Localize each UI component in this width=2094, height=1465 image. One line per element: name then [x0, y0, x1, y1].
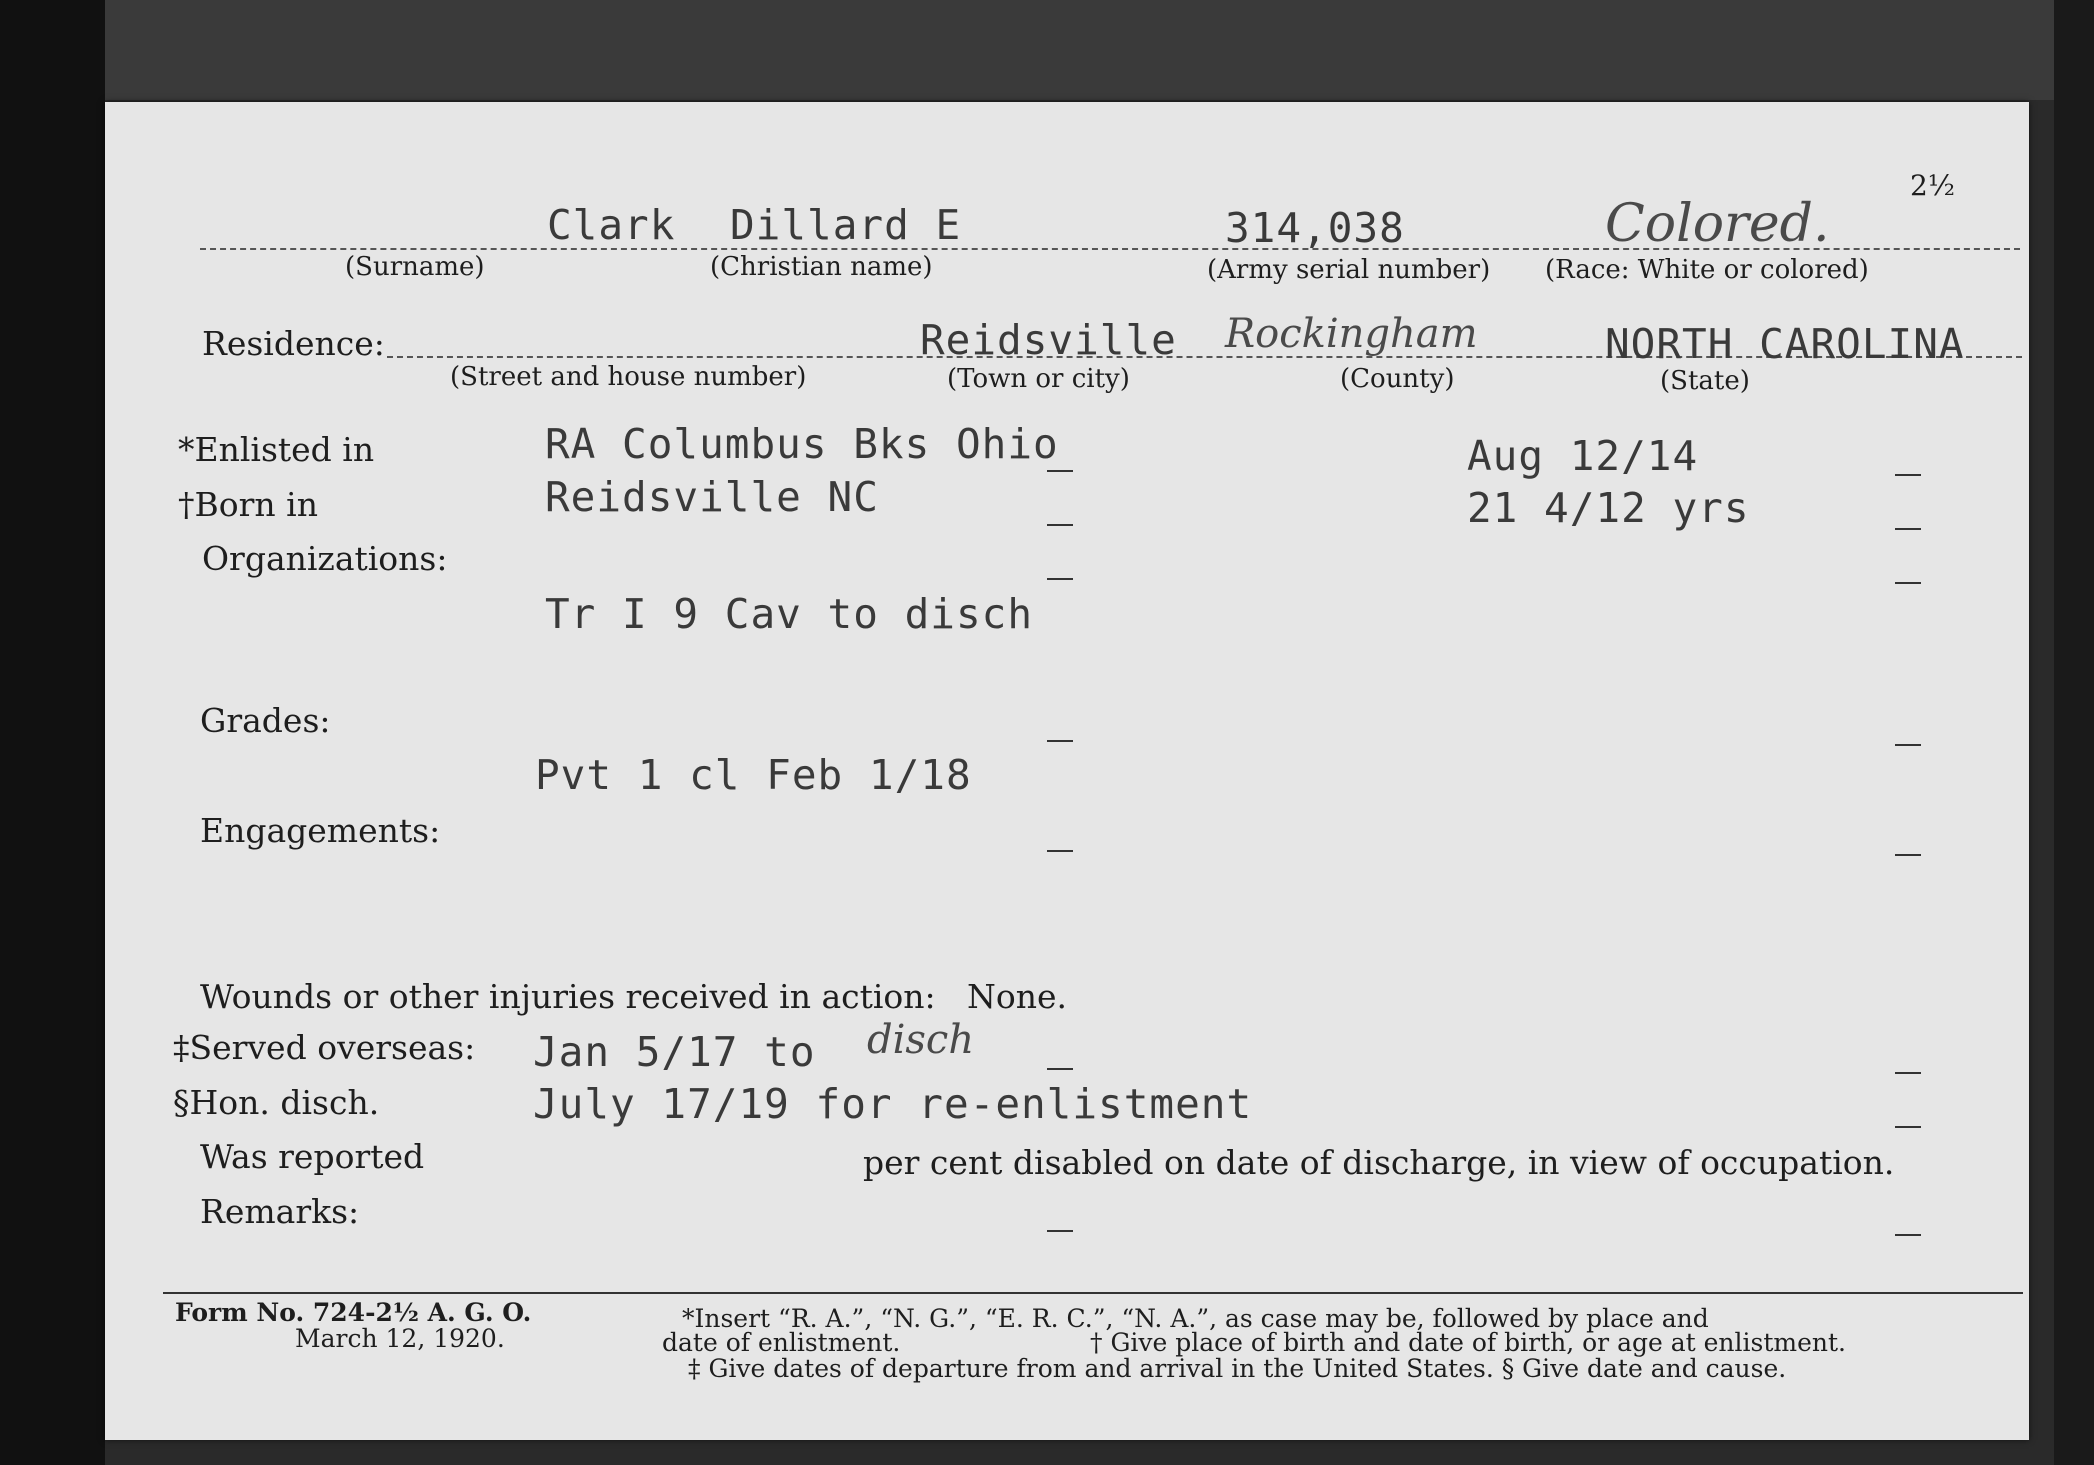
caption-county: (County) [1340, 364, 1455, 394]
wounds-label: Wounds or other injuries received in action: [200, 977, 936, 1016]
race-handwritten: Colored. [1605, 194, 1830, 254]
caption-street: (Street and house number) [450, 362, 807, 392]
footnote-enlisted: *Insert “R. A.”, “N. G.”, “E. R. C.”, “N. A.”, as case may be, followed by place and [682, 1304, 1709, 1333]
residence-label: Residence: [202, 324, 385, 363]
scan-border-left [0, 0, 105, 1465]
caption-race: (Race: White or colored) [1545, 255, 1869, 285]
remarks-label: Remarks: [200, 1192, 360, 1231]
born-place-value: Reidsville NC [545, 473, 879, 521]
blank-dash [1895, 854, 1921, 856]
blank-dash [1047, 1230, 1073, 1232]
christian-name-value: Dillard E [730, 201, 962, 249]
enlisted-label: *Enlisted in [178, 430, 375, 469]
blank-dash [1895, 1126, 1921, 1128]
caption-christian-name: (Christian name) [710, 252, 933, 282]
form-number: Form No. 724-2½ A. G. O. [175, 1298, 532, 1327]
blank-dash [1047, 470, 1073, 472]
town-value: Reidsville [920, 316, 1177, 364]
scan-border-top [0, 0, 2094, 100]
overseas-label: ‡Served overseas: [173, 1028, 476, 1067]
footnote-enlisted-cont: date of enlistment. [662, 1328, 901, 1357]
blank-dash [1895, 1234, 1921, 1236]
footer-rule [163, 1292, 2023, 1294]
form-date: March 12, 1920. [295, 1324, 505, 1353]
engagements-label: Engagements: [200, 811, 441, 850]
blank-dash [1895, 474, 1921, 476]
blank-dash [1895, 1072, 1921, 1074]
grades-label: Grades: [200, 701, 331, 740]
organizations-label: Organizations: [202, 539, 448, 578]
reported-label: Was reported [200, 1137, 425, 1176]
caption-town: (Town or city) [947, 364, 1130, 394]
county-handwritten: Rockingham [1225, 311, 1478, 357]
blank-dash [1895, 582, 1921, 584]
grades-value: Pvt 1 cl Feb 1/18 [535, 751, 972, 799]
serial-number-value: 314,038 [1225, 204, 1405, 252]
enlisted-place-value: RA Columbus Bks Ohio [545, 420, 1059, 468]
blank-dash [1047, 850, 1073, 852]
hon-disch-label: §Hon. disch. [173, 1083, 380, 1122]
blank-dash [1047, 578, 1073, 580]
overseas-typed-value: Jan 5/17 to [533, 1028, 816, 1076]
blank-dash [1895, 744, 1921, 746]
blank-dash [1895, 528, 1921, 530]
born-label: †Born in [178, 485, 318, 524]
footnote-born: † Give place of birth and date of birth, or age at enlistment. [1090, 1328, 1846, 1357]
wounds-value: None. [967, 977, 1068, 1016]
born-age-value: 21 4/12 yrs [1467, 484, 1750, 532]
blank-dash [1047, 1068, 1073, 1070]
service-record-card [105, 102, 2029, 1440]
caption-state: (State) [1660, 366, 1750, 396]
blank-dash [1047, 740, 1073, 742]
hon-disch-value: July 17/19 for re-enlistment [533, 1080, 1253, 1128]
corner-number: 2½ [1910, 169, 1955, 202]
surname-value: Clark [547, 201, 676, 249]
caption-surname: (Surname) [345, 252, 485, 282]
organizations-value: Tr I 9 Cav to disch [545, 590, 1033, 638]
blank-dash [1047, 524, 1073, 526]
caption-serial-number: (Army serial number) [1207, 255, 1491, 285]
enlisted-date-value: Aug 12/14 [1467, 432, 1699, 480]
footnote-overseas: ‡ Give dates of departure from and arrival in the United States. § Give date and cause. [688, 1354, 1787, 1383]
reported-text: per cent disabled on date of discharge, in view of occupation. [863, 1143, 1895, 1182]
scan-border-right [2054, 0, 2094, 1465]
state-value: NORTH CAROLINA [1605, 320, 1965, 368]
overseas-handwritten: disch [867, 1017, 975, 1063]
